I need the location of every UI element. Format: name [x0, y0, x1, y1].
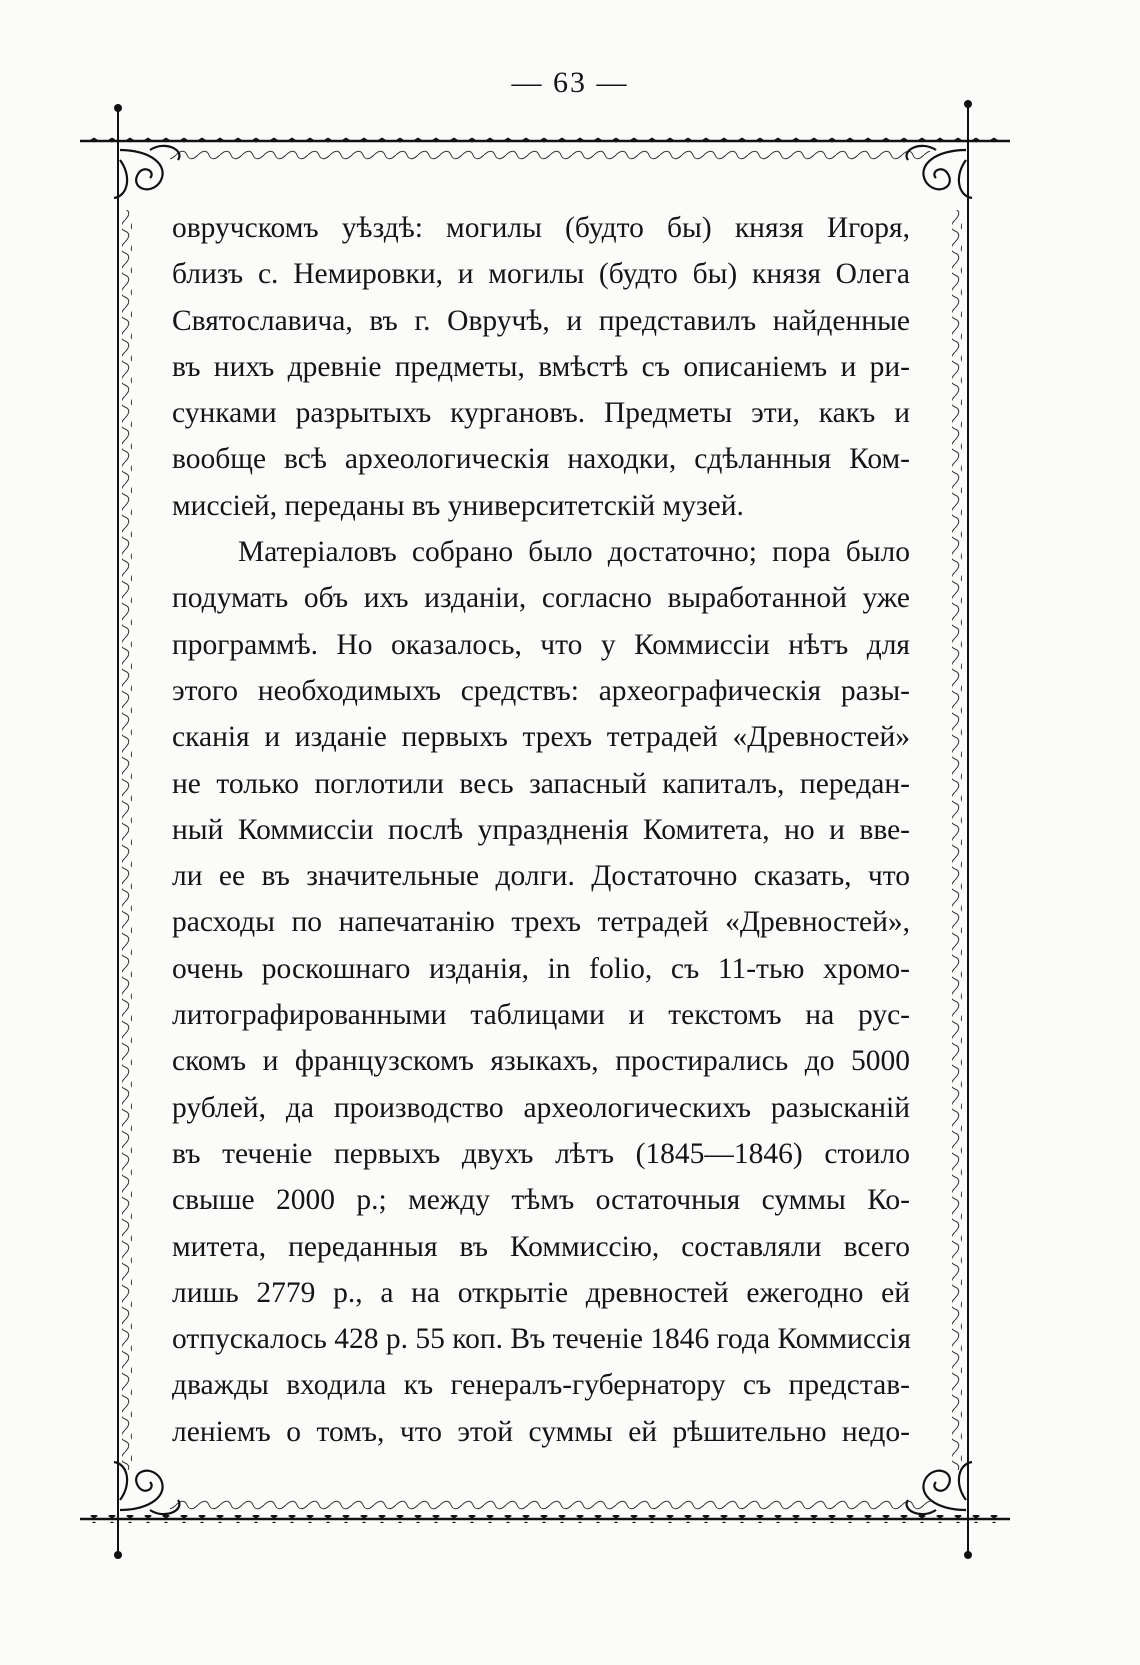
page-number: — 63 — [511, 66, 629, 99]
text-line: ли ее въ значительные долги. Достаточно сказать, что [172, 860, 910, 893]
text-line: дважды входила къ генералъ-губернатору съ представ- [172, 1369, 910, 1402]
text-line: расходы по напечатанію трехъ тетрадей «Древностей», [172, 906, 910, 939]
text-line: ный Коммиссіи послѣ упраздненія Комитета, но и вве- [172, 813, 910, 846]
text-line: отпускалось 428 р. 55 коп. Въ теченіе 1846 года Коммиссія [172, 1323, 911, 1356]
text-line: не только поглотили весь запасный капиталъ, передан- [172, 767, 910, 800]
text-line: скомъ и французскомъ языкахъ, простирались до 5000 [172, 1045, 910, 1078]
text-line: вообще всѣ археологическія находки, сдѣланныя Ком- [172, 443, 910, 476]
corner-ornament-bottom-right [907, 1462, 972, 1514]
text-line: въ нихъ древніе предметы, вмѣстѣ съ описаніемъ и ри- [172, 350, 910, 383]
text-line: подумать объ ихъ изданіи, согласно выработанной уже [172, 582, 910, 615]
text-line: очень роскошнаго изданія, in folio, съ 11-тью хромо- [172, 952, 910, 985]
body-text [172, 205, 910, 1455]
left-rule [114, 104, 132, 1559]
top-rule [80, 137, 1010, 160]
bottom-rule [80, 1500, 1010, 1523]
corner-ornament-top-right [907, 146, 972, 198]
text-line: въ теченіе первыхъ двухъ лѣтъ (1845—1846) стоило [172, 1137, 910, 1170]
corner-ornament-bottom-left [114, 1462, 179, 1514]
text-line: близъ с. Немировки, и могилы (будто бы) князя Олега [172, 258, 910, 291]
text-line: Святославича, въ г. Овручѣ, и представилъ найденные [172, 304, 910, 337]
text-line: леніемъ о томъ, что этой суммы ей рѣшительно недо- [172, 1415, 910, 1448]
text-line: этого необходимыхъ средствъ: археографическія разы- [172, 674, 910, 707]
text-line: рублей, да производство археологическихъ разысканій [172, 1091, 910, 1124]
text-line: миссіей, переданы въ университетскій музей. [172, 489, 744, 522]
text-line: сунками разрытыхъ кургановъ. Предметы эти, какъ и [172, 397, 910, 430]
text-line: овручскомъ уѣздѣ: могилы (будто бы) князя Игоря, [172, 212, 910, 244]
text-line: лишь 2779 р., а на открытіе древностей ежегодно ей [172, 1276, 910, 1309]
text-line: сканія и изданіе первыхъ трехъ тетрадей «Древностей» [172, 721, 910, 754]
text-line: митета, переданныя въ Коммиссію, составляли всего [172, 1230, 910, 1263]
right-rule [952, 100, 972, 1559]
text-line: литографированными таблицами и текстомъ на рус- [172, 999, 910, 1032]
corner-ornament-top-left [114, 146, 179, 198]
text-line: свыше 2000 р.; между тѣмъ остаточныя суммы Ко- [172, 1184, 910, 1217]
text-line: программѣ. Но оказалось, что у Коммиссіи нѣтъ для [172, 628, 910, 661]
paragraph-start-line: Матеріаловъ собрано было достаточно; пора было [238, 536, 910, 569]
